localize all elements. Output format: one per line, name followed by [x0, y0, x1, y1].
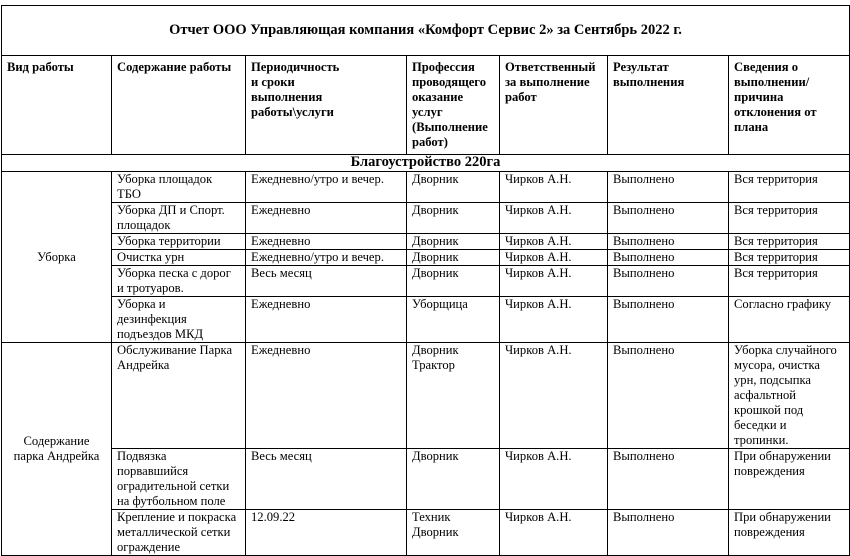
period-cell: Ежедневно: [246, 203, 407, 234]
table-row: [2, 449, 850, 510]
table-row: [2, 343, 850, 449]
column-header: Профессия проводящего оказание услуг (Выполнение работ): [407, 56, 500, 155]
info-cell: Вся территория: [729, 266, 850, 297]
info-cell: При обнаружении повреждения: [729, 510, 850, 556]
period-cell: Ежедневно/утро и вечер.: [246, 172, 407, 203]
info-cell: При обнаружении повреждения: [729, 449, 850, 510]
profession-cell: Дворник: [407, 234, 500, 250]
responsible-cell: Чирков А.Н.: [500, 449, 608, 510]
work-cell: Подвязка порвавшийся оградительной сетки на футбольном поле: [112, 449, 246, 510]
responsible-cell: Чирков А.Н.: [500, 510, 608, 556]
responsible-cell: Чирков А.Н.: [500, 266, 608, 297]
table-row: [2, 172, 850, 203]
result-cell: Выполнено: [608, 449, 729, 510]
period-cell: Ежедневно: [246, 343, 407, 449]
responsible-cell: Чирков А.Н.: [500, 250, 608, 266]
info-cell: Вся территория: [729, 250, 850, 266]
result-cell: Выполнено: [608, 266, 729, 297]
period-cell: 12.09.22: [246, 510, 407, 556]
profession-cell: Уборщица: [407, 297, 500, 343]
result-cell: Выполнено: [608, 234, 729, 250]
group-cell: Уборка: [2, 172, 112, 343]
period-cell: Весь месяц: [246, 449, 407, 510]
info-cell: Вся территория: [729, 172, 850, 203]
profession-cell: Дворник: [407, 266, 500, 297]
table-row: [2, 266, 850, 297]
report-container: [1, 5, 849, 556]
work-cell: Уборка и дезинфекция подъездов МКД: [112, 297, 246, 343]
profession-cell: Дворник: [407, 203, 500, 234]
column-header: Ответственный за выполнение работ: [500, 56, 608, 155]
period-cell: Ежедневно: [246, 297, 407, 343]
section-title: Благоустройство 220га: [2, 155, 850, 172]
period-cell: Ежедневно: [246, 234, 407, 250]
result-cell: Выполнено: [608, 203, 729, 234]
result-cell: Выполнено: [608, 250, 729, 266]
result-cell: Выполнено: [608, 343, 729, 449]
profession-cell: Техник Дворник: [407, 510, 500, 556]
column-header: Периодичность и сроки выполнения работы\услуги: [246, 56, 407, 155]
info-cell: Вся территория: [729, 234, 850, 250]
report-title: Отчет ООО Управляющая компания «Комфорт Сервис 2» за Сентябрь 2022 г.: [2, 6, 850, 56]
info-cell: Вся территория: [729, 203, 850, 234]
header-row: [2, 56, 850, 155]
column-header: Содержание работы: [112, 56, 246, 155]
work-cell: Уборка ДП и Спорт. площадок: [112, 203, 246, 234]
column-header: Сведения о выполнении/ причина отклонения от плана: [729, 56, 850, 155]
table-row: [2, 510, 850, 556]
table-row: [2, 203, 850, 234]
section-row: [2, 155, 850, 172]
work-cell: Уборка площадок ТБО: [112, 172, 246, 203]
profession-cell: Дворник: [407, 250, 500, 266]
table-row: [2, 234, 850, 250]
info-cell: Согласно графику: [729, 297, 850, 343]
responsible-cell: Чирков А.Н.: [500, 203, 608, 234]
responsible-cell: Чирков А.Н.: [500, 343, 608, 449]
work-cell: Очистка урн: [112, 250, 246, 266]
period-cell: Ежедневно/утро и вечер.: [246, 250, 407, 266]
report-table: [1, 5, 850, 556]
table-row: [2, 297, 850, 343]
profession-cell: Дворник Трактор: [407, 343, 500, 449]
profession-cell: Дворник: [407, 172, 500, 203]
column-header: Результат выполнения: [608, 56, 729, 155]
column-header: Вид работы: [2, 56, 112, 155]
info-cell: Уборка случайного мусора, очистка урн, подсыпка асфальтной крошкой под беседки и тропинки.: [729, 343, 850, 449]
result-cell: Выполнено: [608, 297, 729, 343]
responsible-cell: Чирков А.Н.: [500, 234, 608, 250]
responsible-cell: Чирков А.Н.: [500, 172, 608, 203]
title-row: [2, 6, 850, 56]
period-cell: Весь месяц: [246, 266, 407, 297]
work-cell: Обслуживание Парка Андрейка: [112, 343, 246, 449]
responsible-cell: Чирков А.Н.: [500, 297, 608, 343]
group-cell: Содержание парка Андрейка: [2, 343, 112, 556]
result-cell: Выполнено: [608, 510, 729, 556]
table-row: [2, 250, 850, 266]
work-cell: Уборка песка с дорог и тротуаров.: [112, 266, 246, 297]
work-cell: Уборка территории: [112, 234, 246, 250]
work-cell: Крепление и покраска металлической сетки ограждение: [112, 510, 246, 556]
result-cell: Выполнено: [608, 172, 729, 203]
profession-cell: Дворник: [407, 449, 500, 510]
